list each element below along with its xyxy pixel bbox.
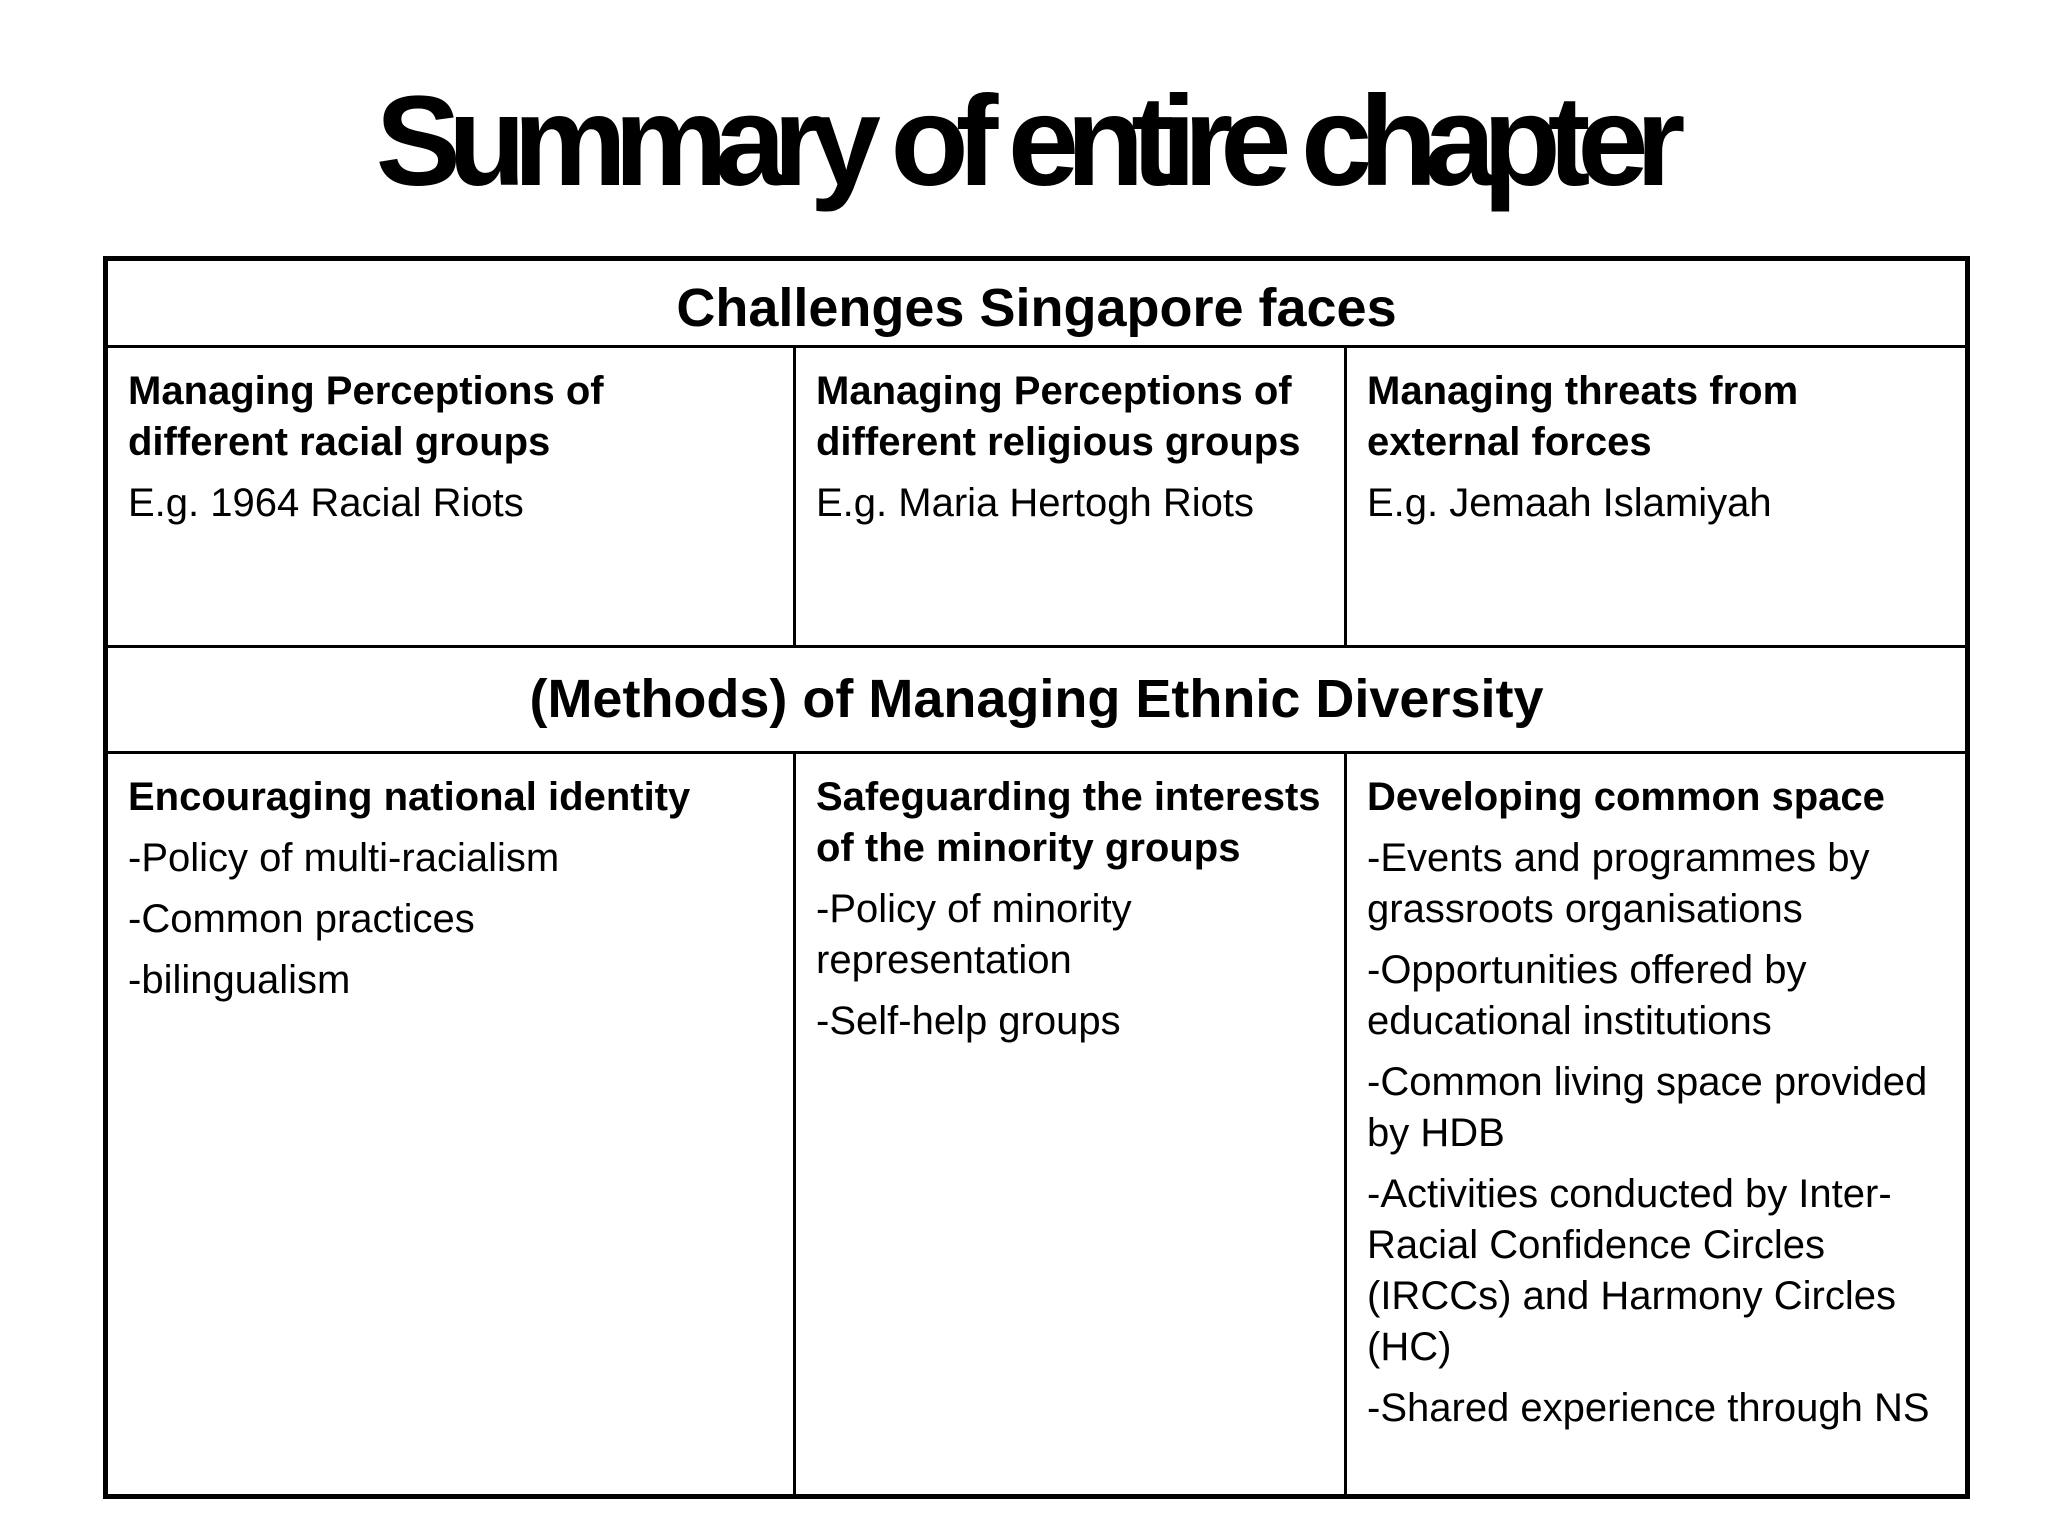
method-item: -Activities conducted by Inter-Racial Confidence Circles (IRCCs) and Harmony Circles (HC) xyxy=(1367,1172,1896,1369)
methods-heading: (Methods) of Managing Ethnic Diversity xyxy=(529,669,1544,729)
methods-heading-row xyxy=(106,647,1968,753)
challenges-heading-row xyxy=(106,259,1968,347)
challenge-cell-external xyxy=(1346,347,1968,647)
method-cell-national-identity xyxy=(106,753,795,1497)
method-item: -Policy of multi-racialism xyxy=(128,836,560,880)
challenge-example: E.g. Maria Hertogh Riots xyxy=(816,481,1254,525)
method-item: -Shared experience through NS xyxy=(1367,1386,1930,1430)
method-item: -Policy of minority representation xyxy=(816,887,1132,982)
methods-row xyxy=(106,753,1968,1497)
method-item: -Common living space provided by HDB xyxy=(1367,1060,1928,1155)
method-item: -Events and programmes by grassroots organisations xyxy=(1367,836,1870,931)
method-item: -Common practices xyxy=(128,897,475,941)
challenges-heading-cell xyxy=(106,259,1968,347)
method-item: -Opportunities offered by educational institutions xyxy=(1367,948,1807,1043)
summary-table xyxy=(103,256,1970,1499)
challenge-heading: Managing Perceptions of different racial groups xyxy=(128,369,604,464)
method-heading: Developing common space xyxy=(1367,775,1885,819)
method-cell-minority-interests xyxy=(795,753,1346,1497)
slide-title: Summary of entire chapter xyxy=(375,70,1673,213)
challenge-heading: Managing Perceptions of different religious groups xyxy=(816,369,1301,464)
method-heading: Encouraging national identity xyxy=(128,775,691,819)
challenge-heading: Managing threats from external forces xyxy=(1367,369,1799,464)
methods-heading-cell xyxy=(106,647,1968,753)
challenges-heading: Challenges Singapore faces xyxy=(676,278,1397,338)
challenge-cell-racial xyxy=(106,347,795,647)
challenge-cell-religious xyxy=(795,347,1346,647)
challenge-example: E.g. Jemaah Islamiyah xyxy=(1367,481,1772,525)
method-item: -Self-help groups xyxy=(816,999,1121,1043)
method-heading: Safeguarding the interests of the minority groups xyxy=(816,775,1321,870)
method-cell-common-space xyxy=(1346,753,1968,1497)
challenge-example: E.g. 1964 Racial Riots xyxy=(128,481,524,525)
method-item: -bilingualism xyxy=(128,958,351,1002)
challenges-row xyxy=(106,347,1968,647)
